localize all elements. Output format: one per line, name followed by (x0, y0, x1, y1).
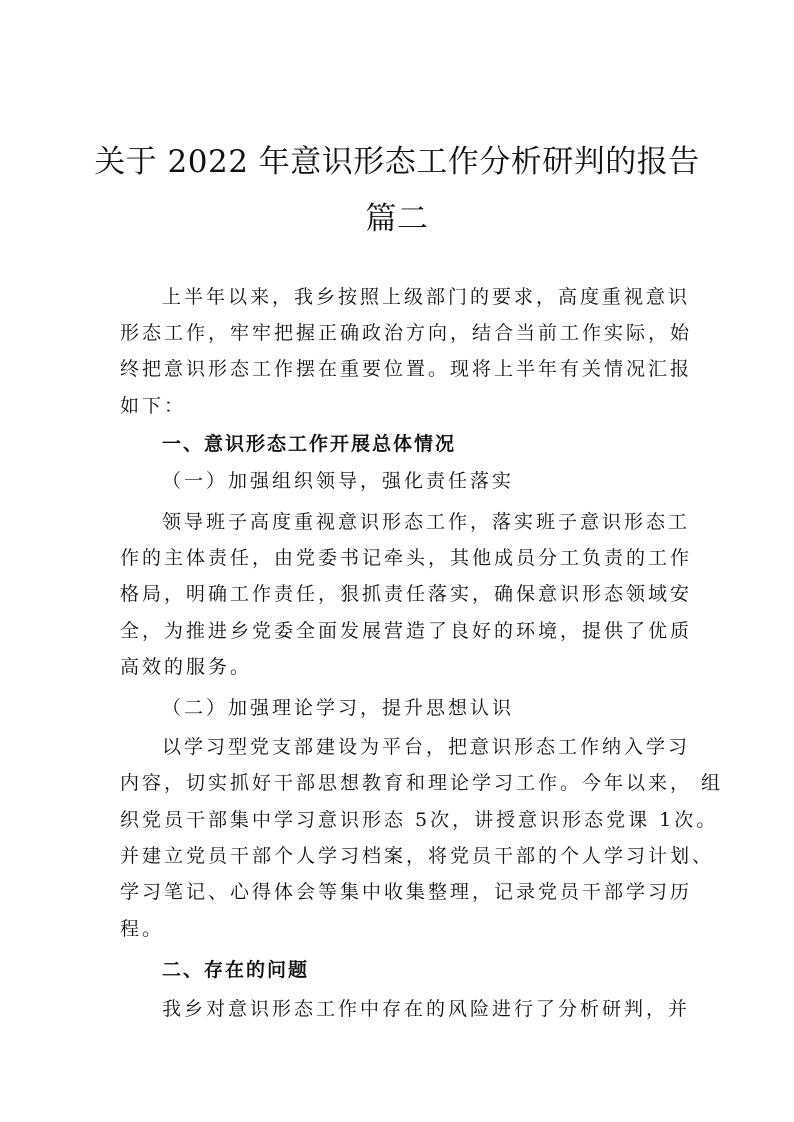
paragraph-line: 如下： (120, 395, 187, 417)
paragraph-line: 作的主体责任，由党委书记牵头，其他成员分工负责的工作 (120, 547, 693, 569)
document-subtitle: 篇二 (365, 201, 429, 237)
paragraph-line: 程。 (120, 918, 165, 940)
paragraph-line: 内容，切实抓好干部思想教育和理论学习工作。今年以来， 组 (120, 772, 724, 794)
paragraph-line: 以学习型党支部建设为平台，把意识形态工作纳入学习 (162, 736, 691, 758)
section-heading-1: 一、意识形态工作开展总体情况 (162, 433, 457, 455)
paragraph-line: 我乡对意识形态工作中存在的风险进行了分析研判，并 (162, 998, 691, 1020)
paragraph-line: 学习笔记、心得体会等集中收集整理，记录党员干部学习历 (120, 881, 693, 903)
paragraph-line: 并建立党员干部个人学习档案，将党员干部的个人学习计划、 (120, 845, 715, 867)
subsection-heading: （二）加强理论学习，提升思想认识 (162, 697, 515, 719)
paragraph-line: 上半年以来，我乡按照上级部门的要求，高度重视意识 (162, 286, 691, 308)
paragraph-line: 全，为推进乡党委全面发展营造了良好的环境，提供了优质 (120, 620, 693, 642)
paragraph-line: 高效的服务。 (120, 656, 253, 678)
paragraph-line: 终把意识形态工作摆在重要位置。现将上半年有关情况汇报 (120, 358, 693, 380)
document-title: 关于 2022 年意识形态工作分析研判的报告 (94, 144, 700, 180)
paragraph-line: 领导班子高度重视意识形态工作，落实班子意识形态工 (162, 511, 691, 533)
subsection-heading: （一）加强组织领导，强化责任落实 (162, 470, 515, 492)
section-heading-2: 二、存在的问题 (162, 959, 310, 981)
paragraph-line: 形态工作，牢牢把握正确政治方向，结合当前工作实际，始 (120, 322, 693, 344)
paragraph-line: 格局，明确工作责任，狠抓责任落实，确保意识形态领域安 (120, 583, 693, 605)
paragraph-line: 织党员干部集中学习意识形态 5次，讲授意识形态党课 1次。 (120, 809, 719, 831)
